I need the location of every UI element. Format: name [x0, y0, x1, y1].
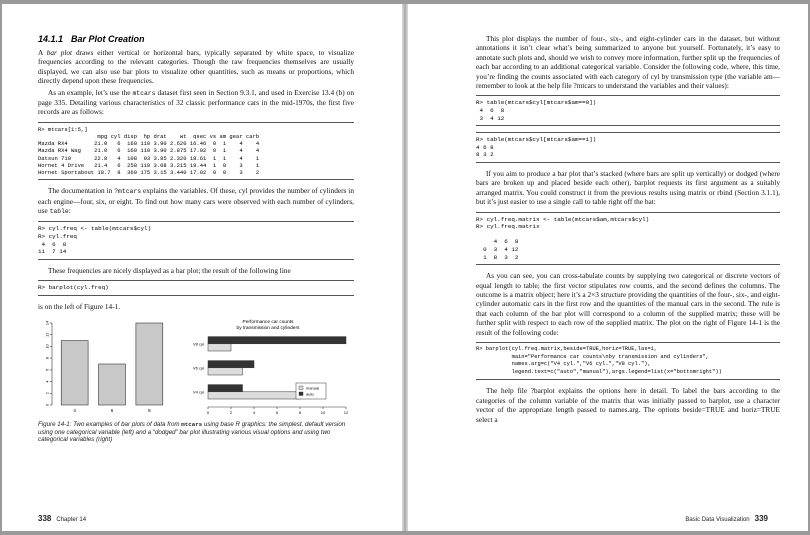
text-run: Figure 14-1: Two examples of bar plots of data from: [38, 421, 182, 429]
paragraph-figure-ref: is on the left of Figure 14-1.: [38, 301, 121, 311]
y-tick-label: V6 cyl.: [192, 365, 205, 371]
y-tick-label: 12: [44, 332, 50, 338]
text-run: explains the variables. Of these, cyl provides the number of cylinders in each engine—four, six, or eight. To find out how many cars were observed with each number of cylinders, use: [38, 186, 354, 216]
right-page-content: [476, 34, 780, 426]
page-number: 339: [754, 514, 768, 523]
term-bar-plot: bar plot: [46, 48, 73, 57]
bar: [208, 361, 254, 368]
bar: [208, 344, 231, 351]
bar: [136, 323, 163, 405]
bar-chart-cylinders: [38, 317, 173, 419]
legend-swatch: [299, 386, 303, 390]
y-tick-label: 10: [44, 344, 50, 349]
x-tick-label: 8: [148, 408, 151, 414]
x-tick-label: 6: [110, 408, 114, 414]
x-tick-label: 4: [73, 408, 76, 414]
paragraph-example: [38, 88, 354, 117]
inline-code: ?mtcars: [114, 188, 142, 196]
code-block-table-am1: R> table(mtcars$cyl[mtcars$am==1]) 4 6 8 8 3 2: [476, 132, 780, 163]
text-run: A: [38, 48, 47, 57]
x-tick-label: 2: [229, 410, 233, 416]
bar: [208, 368, 243, 375]
section-number: 14.1.1: [38, 34, 64, 44]
code-block-cyl-freq: R> cyl.freq <- table(mtcars$cyl) R> cyl.freq 4 6 8 11 7 14: [38, 221, 354, 259]
bar: [208, 385, 243, 392]
chart-title: Performance car counts: [242, 320, 294, 326]
code-block-barplot-matrix: R> barplot(cyl.freq.matrix,beside=TRUE,horiz=TRUE,las=1, main="Performance car counts\nby transmission and cylinders", names.arg=c("V4 cyl.","V6 cyl.","V8 cyl."), legend.text=c("auto","manual"),args.legend=list(x="bottomright")): [476, 342, 780, 380]
code-block-barplot: R> barplot(cyl.freq): [38, 280, 354, 296]
text-run: dataset first seen in Section 9.3.1, and used in Exercise 13.4 (b) on page 335. Detailing various characteristics of 32 classic performance cars in the mid-1970s, the first five records are as follows:: [38, 87, 354, 117]
text-run: :: [68, 206, 71, 216]
figure-14-1: [38, 317, 354, 435]
left-page: [2, 4, 402, 531]
code-block-table-am0: R> table(mtcars$cyl[mtcars$am==0]) 4 6 8 3 4 12: [476, 95, 780, 126]
x-tick-label: 4: [252, 410, 256, 416]
x-tick-label: 0: [206, 410, 210, 416]
paragraph-plot-displays: This plot displays the number of four-, six-, and eight-cylinder cars in the dataset, but without annotations it isn’t clear what’s being summarized to anyone but yourself. Fortunately, it’s easy to annotate such plots and, should we wish to convey more information, further split up the frequencies of each bar according to an additional categorical variable. Consider the following code, where, this time, you’re finding the counts associated with each category of cyl by transmission type (the variable am—remember to look at the help file ?mtcars to understand the variables and their values):: [476, 34, 780, 91]
inline-code: mtcars: [132, 89, 156, 97]
y-tick-label: 4: [44, 380, 50, 383]
text-run: using base R graphics: the simplest, default version using one categorical variable (left) and a “dodged” bar plot illustrating various visual options and using two categorical variables (right): [38, 421, 346, 444]
y-tick-label: 6: [44, 369, 50, 372]
paragraph-documentation: [38, 186, 354, 216]
paragraph-cross-tabulate: As you can see, you can cross-tabulate counts by supplying two categorical or discrete vectors of equal length to table; the first vector stipulates row counts, and the second defines the columns. The outcome is a matrix object; here it’s a 2×3 structure providing the quantities of the four-, six-, and eight-cylinder automatic cars in the first row and the quantities of the manual cars in the second. The rule is that each column of the bar plot will correspond to a column of the supplied matrix; these will be further split with respect to each row of the supplied matrix. The plot on the right of Figure 14-1 is the result of the following code:: [476, 271, 780, 337]
legend-swatch: [299, 392, 303, 396]
text-run: The documentation in: [48, 186, 115, 196]
bar: [99, 364, 126, 405]
legend-label: auto: [306, 391, 314, 397]
y-tick-label: V8 cyl.: [192, 341, 205, 347]
text-run: draws either vertical or horizontal bars, typically separated by white space, to visualize frequencies according to the relevant categories. Though the raw frequencies themselves are usually displayed, we can also use bar plots to visualize other quantities, such as means or proportions, which directly depend upon these frequencies.: [38, 48, 355, 86]
inline-code: table: [49, 208, 69, 216]
text-run: As an example, let’s use the: [48, 87, 133, 97]
code-block-mtcars: R> mtcars[1:5,] mpg cyl disp hp drat wt qsec vs am gear carb Mazda RX4 21.0 6 160 110 3.90 2.620 16.46 0 1 4 4 Mazda RX4 Wag 21.0 6 160 110 3.90 2.875 17.02 0 1 4 4 Datsun 710 22.8 4 108 93 3.85 2.320 18.61 1 1 4 1 Hornet 4 Drive 21.4 6 258 110 3.08 3.215 19.44 1 0 3 1 Hornet Sportabout 18.7 8 360 175 3.15 3.440 17.02 0 0 3 2: [38, 122, 354, 180]
paragraph-help-file: The help file ?barplot explains the options here in detail. To label the bars according to the categories of the column variable of the matrix that was initially passed to barplot, use a character vector of the appropriate length passed to names.arg. The options beside=TRUE and horiz=TRUE select a: [476, 386, 780, 424]
x-tick-label: 8: [298, 410, 302, 416]
chapter-title-label: Basic Data Visualization: [685, 517, 750, 523]
bar: [208, 392, 300, 399]
x-tick-label: 10: [320, 410, 326, 416]
y-tick-label: 0: [44, 404, 50, 407]
bar: [208, 337, 346, 344]
chart-title: by transmission and cylinders: [236, 326, 300, 332]
paragraph-stacked-dodged: If you aim to produce a bar plot that’s stacked (where bars are split up vertically) or dodged (where bars are broken up and placed beside each other), barplot requests its first argument as a suitably arranged matrix. You could construct it from the previous results using matrix or rbind (Section 3.1.1), but it’s just easier to use a single call to table right off the bat:: [476, 169, 780, 207]
bar-chart-dodged: [178, 317, 353, 419]
x-tick-label: 6: [275, 410, 279, 416]
section-heading: [38, 34, 354, 44]
paragraph-intro: [38, 48, 354, 86]
page-number: 338: [38, 514, 52, 523]
paragraph-frequencies: These frequencies are nicely displayed as a bar plot; the result of the following line: [48, 265, 291, 275]
y-tick-label: 14: [44, 321, 50, 326]
inline-code: mtcars: [181, 421, 203, 429]
bar: [61, 341, 88, 405]
right-page: [408, 4, 808, 531]
section-title: Bar Plot Creation: [71, 34, 145, 44]
right-footer: [685, 514, 768, 523]
legend-label: manual: [306, 385, 320, 391]
y-tick-label: 2: [44, 392, 50, 395]
chapter-label: Chapter 14: [56, 517, 87, 523]
left-footer: [38, 514, 86, 523]
y-tick-label: V4 cyl.: [192, 389, 205, 395]
y-tick-label: 8: [44, 357, 50, 360]
x-tick-label: 12: [343, 410, 349, 416]
left-page-content: [38, 34, 354, 444]
code-block-cyl-freq-matrix: R> cyl.freq.matrix <- table(mtcars$am,mtcars$cyl) R> cyl.freq.matrix 4 6 8 0 3 4 12 1 8 3 2: [476, 212, 780, 266]
